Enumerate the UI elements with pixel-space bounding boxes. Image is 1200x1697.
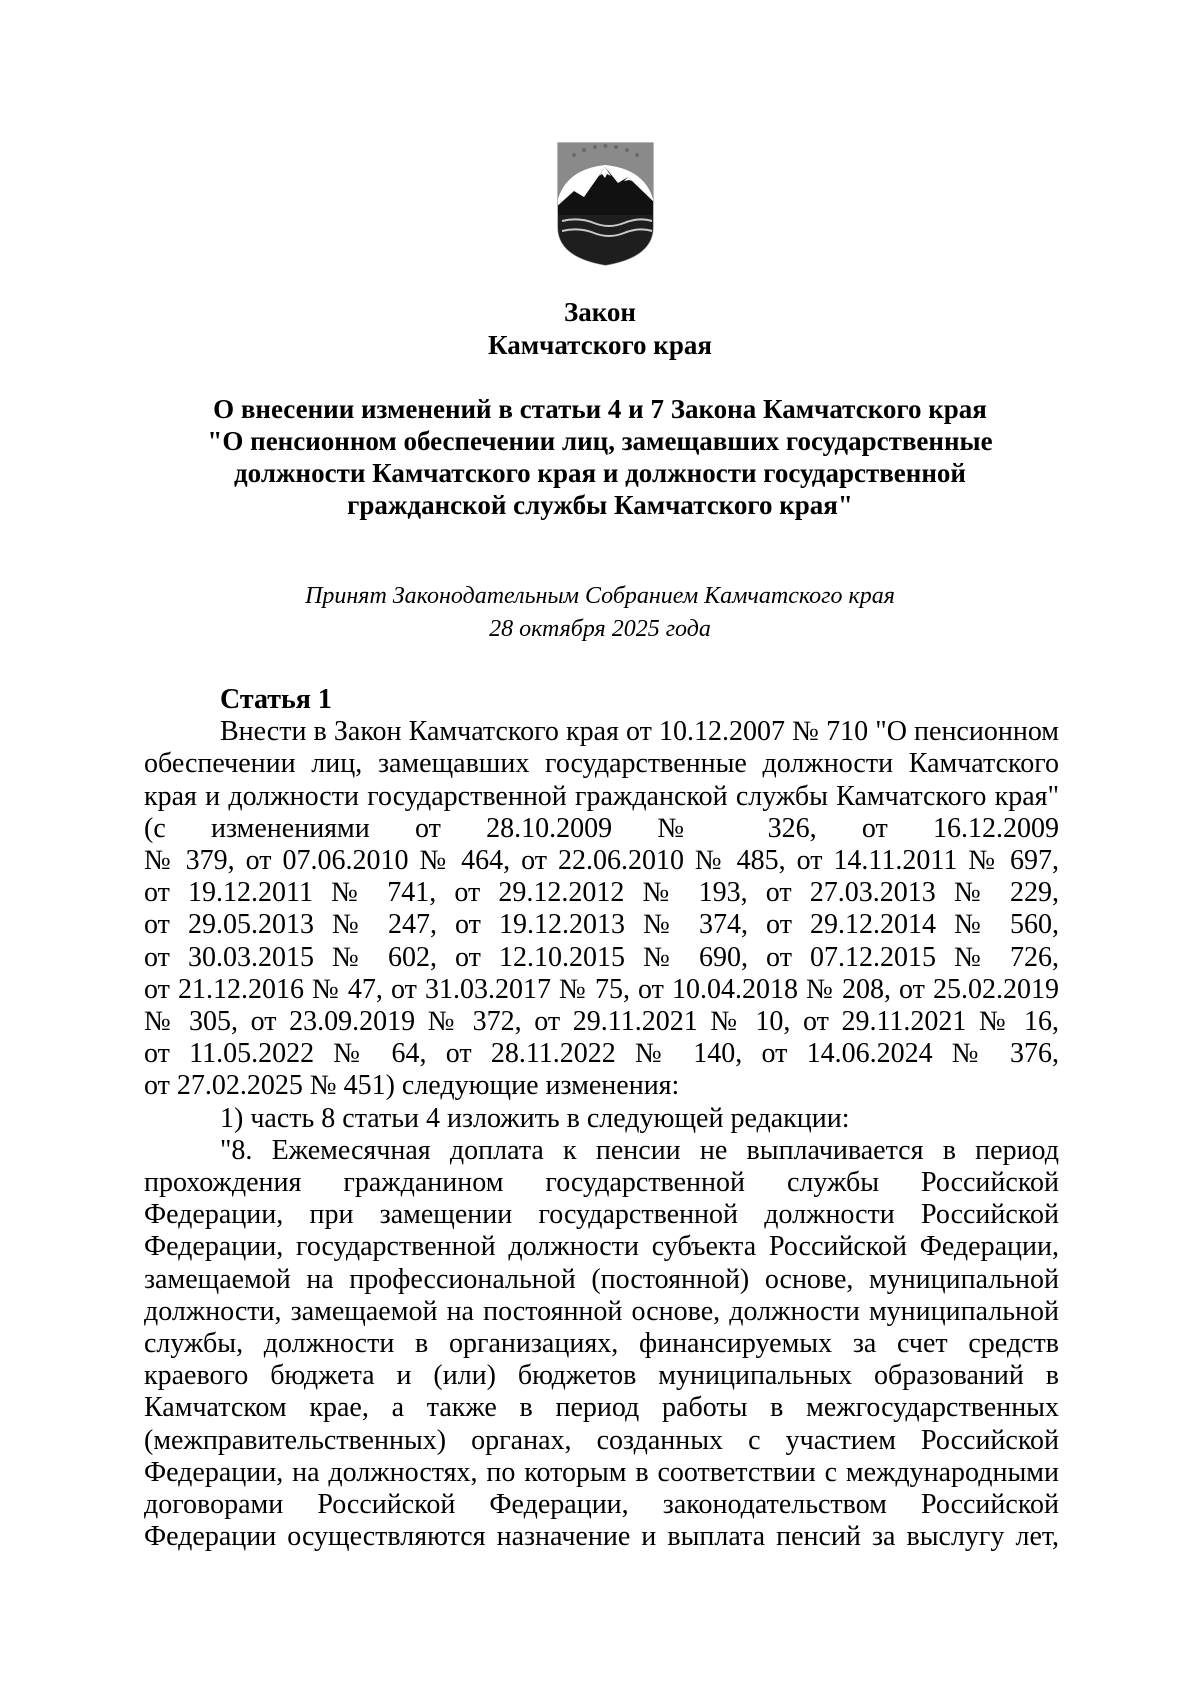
subtitle-line-3: должности Камчатского края и должности государственной	[234, 458, 966, 488]
quoted-text-line: службы, должности в организациях, финансируемых за счет средств	[144, 1328, 1059, 1360]
quoted-text-line: договорами Российской Федерации, законодательством Российской	[144, 1489, 1059, 1521]
title-line-1: Закон	[563, 297, 636, 327]
kamchatka-coat-of-arms-icon	[554, 139, 657, 269]
quoted-text-line: Федерации, при замещении государственной должности Российской	[144, 1199, 1059, 1231]
adoption-line-2: 28 октября 2025 года	[489, 616, 711, 642]
article-text-line: от 11.05.2022 № 64, от 28.11.2022 № 140, от 14.06.2024 № 376,	[144, 1038, 1059, 1070]
article-text-line: от 30.03.2015 № 602, от 12.10.2015 № 690, от 07.12.2015 № 726,	[144, 941, 1059, 973]
article-text-line: № 305, от 23.09.2019 № 372, от 29.11.2021 № 10, от 29.11.2021 № 16,	[144, 1006, 1059, 1038]
article-text-line: от 29.05.2013 № 247, от 19.12.2013 № 374, от 29.12.2014 № 560,	[144, 909, 1059, 941]
article-text-line: (с изменениями от 28.10.2009 № 326, от 16.12.2009	[144, 812, 1059, 844]
quoted-text-line: Федерации, на должностях, по которым в соответствии с международными	[144, 1456, 1059, 1488]
subtitle-line-1: О внесении изменений в статьи 4 и 7 Закона Камчатского края	[213, 394, 987, 424]
article-text-line: № 379, от 07.06.2010 № 464, от 22.06.2010 № 485, от 14.11.2011 № 697,	[144, 845, 1059, 877]
article-1	[144, 684, 1059, 1553]
subtitle-line-2: "О пенсионном обеспечении лиц, замещавших государственные	[207, 426, 993, 456]
quoted-text-line: Федерации осуществляются назначение и выплата пенсий за выслугу лет,	[144, 1521, 1059, 1553]
article-text-line: от 19.12.2011 № 741, от 29.12.2012 № 193, от 27.03.2013 № 229,	[144, 877, 1059, 909]
quoted-text-line: (межправительственных) органах, созданных с участием Российской	[144, 1424, 1059, 1456]
article-text-line: обеспечении лиц, замещавших государственные должности Камчатского	[144, 748, 1059, 780]
article-text-line: Внести в Закон Камчатского края от 10.12.2007 № 710 "О пенсионном	[220, 716, 1059, 748]
amendment-item-1: 1) часть 8 статьи 4 изложить в следующей редакции:	[220, 1102, 850, 1134]
quoted-text-line: Федерации, государственной должности субъекта Российской Федерации,	[144, 1231, 1059, 1263]
adoption-note	[0, 580, 1200, 646]
document-title	[0, 296, 1200, 362]
quoted-text-line: "8. Ежемесячная доплата к пенсии не выплачивается в период	[220, 1134, 1059, 1166]
subtitle-line-4: гражданской службы Камчатского края"	[347, 490, 853, 520]
document-subtitle	[0, 393, 1200, 521]
adoption-line-1: Принят Законодательным Собранием Камчатского края	[305, 583, 895, 609]
quoted-text-line: краевого бюджета и (или) бюджетов муниципальных образований в	[144, 1360, 1059, 1392]
quoted-text-line: прохождения гражданином государственной службы Российской	[144, 1167, 1059, 1199]
article-text-line: от 27.02.2025 № 451) следующие изменения:	[144, 1070, 680, 1102]
article-heading: Статья 1	[220, 684, 332, 715]
quoted-text-line: замещаемой на профессиональной (постоянной) основе, муниципальной	[144, 1263, 1059, 1295]
quoted-text-line: должности, замещаемой на постоянной основе, должности муниципальной	[144, 1295, 1059, 1327]
article-text-line: края и должности государственной гражданской службы Камчатского края"	[144, 780, 1059, 812]
quoted-text-line: Камчатском крае, а также в период работы в межгосударственных	[144, 1392, 1059, 1424]
title-line-2: Камчатского края	[488, 330, 712, 360]
article-text-line: от 21.12.2016 № 47, от 31.03.2017 № 75, от 10.04.2018 № 208, от 25.02.2019	[144, 973, 1059, 1005]
